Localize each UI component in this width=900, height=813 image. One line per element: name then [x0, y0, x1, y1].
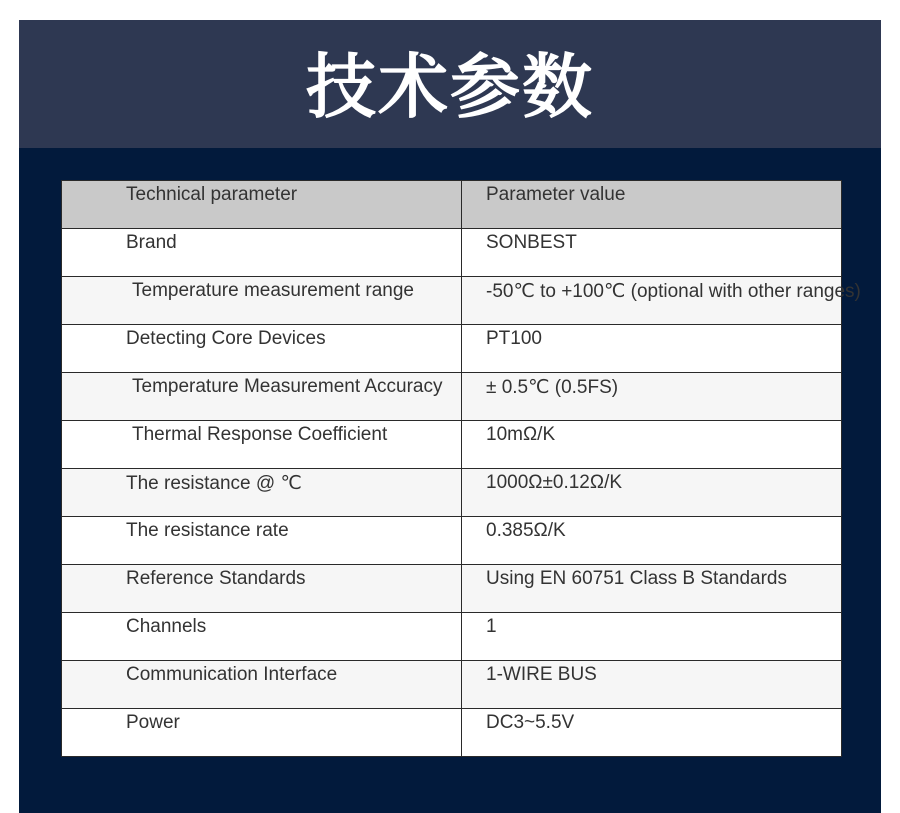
value-cell: Using EN 60751 Class B Standards	[462, 565, 842, 613]
parameter-cell: The resistance @ ℃	[62, 469, 462, 517]
table-row	[62, 709, 842, 757]
parameter-cell: Thermal Response Coefficient	[62, 421, 462, 469]
table-header-row	[62, 181, 842, 229]
table-row	[62, 229, 842, 277]
table-row	[62, 565, 842, 613]
table-row	[62, 469, 842, 517]
spec-panel	[19, 20, 881, 813]
parameter-cell: Power	[62, 709, 462, 757]
parameter-cell: Temperature measurement range	[62, 277, 462, 325]
table-row	[62, 517, 842, 565]
value-cell: ± 0.5℃ (0.5FS)	[462, 373, 842, 421]
parameter-cell: Temperature Measurement Accuracy	[62, 373, 462, 421]
table-row	[62, 325, 842, 373]
value-cell: 1000Ω±0.12Ω/K	[462, 469, 842, 517]
column-header-parameter: Technical parameter	[62, 181, 462, 229]
parameter-cell: Channels	[62, 613, 462, 661]
page-title: 技术参数	[306, 46, 594, 128]
value-cell: 1-WIRE BUS	[462, 661, 842, 709]
parameter-cell: Communication Interface	[62, 661, 462, 709]
value-cell: 0.385Ω/K	[462, 517, 842, 565]
value-cell: SONBEST	[462, 229, 842, 277]
value-cell: 10mΩ/K	[462, 421, 842, 469]
header-banner	[19, 20, 881, 148]
table-row	[62, 277, 842, 325]
parameter-cell: Detecting Core Devices	[62, 325, 462, 373]
table-row	[62, 661, 842, 709]
value-cell: PT100	[462, 325, 842, 373]
table-row	[62, 421, 842, 469]
column-header-value: Parameter value	[462, 181, 842, 229]
spec-table	[61, 180, 861, 757]
value-cell: DC3~5.5V	[462, 709, 842, 757]
parameter-cell: The resistance rate	[62, 517, 462, 565]
parameter-cell: Reference Standards	[62, 565, 462, 613]
value-cell: 1	[462, 613, 842, 661]
table-row	[62, 613, 842, 661]
table-row	[62, 373, 842, 421]
value-cell: -50℃ to +100℃ (optional with other ranges)	[462, 277, 842, 325]
parameter-cell: Brand	[62, 229, 462, 277]
